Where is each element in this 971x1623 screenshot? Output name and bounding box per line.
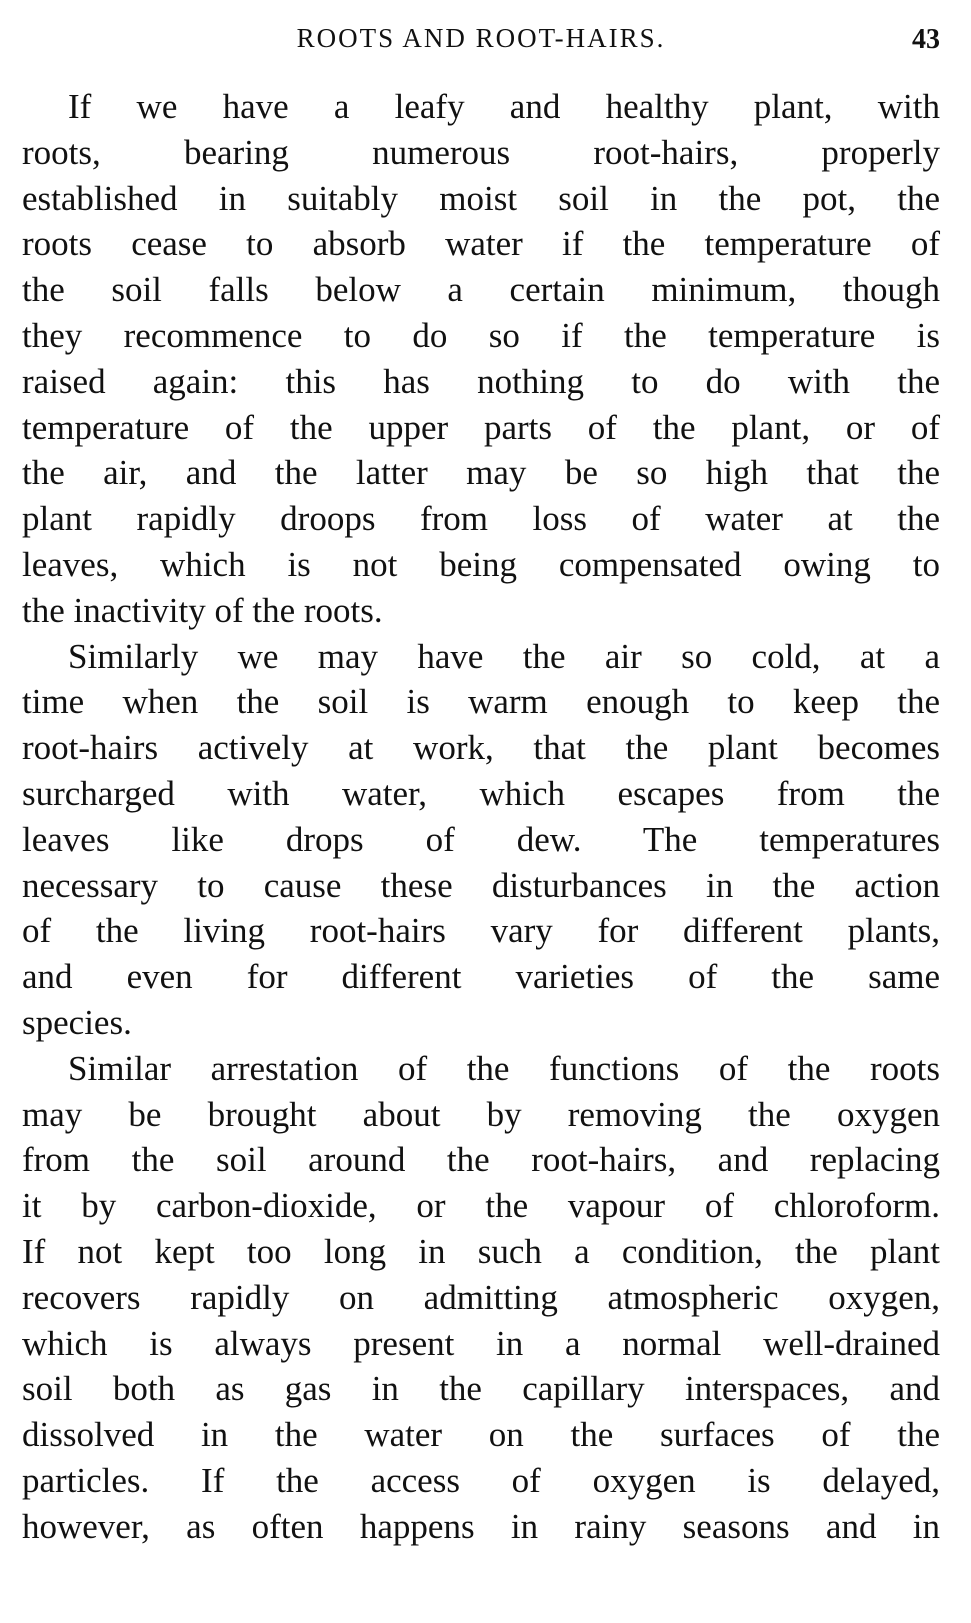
text-line: plant rapidly droops from loss of water at the [22,499,940,539]
text-line: from the soil around the root-hairs, and replacing [22,1140,940,1180]
text-line: however, as often happens in rainy seasons and in [22,1506,940,1546]
text-line: the inactivity of the roots. [22,590,383,630]
text-line: time when the soil is warm enough to keep the [22,682,940,722]
text-line: roots cease to absorb water if the temperature of [22,224,940,264]
text-line: it by carbon-dioxide, or the vapour of chloroform. [22,1186,940,1226]
text-line: soil both as gas in the capillary interspaces, and [22,1369,940,1409]
text-line: recovers rapidly on admitting atmospheric oxygen, [22,1277,940,1317]
running-head [22,18,940,58]
text-line: Similarly we may have the air so cold, at a [68,636,940,676]
text-line: necessary to cause these disturbances in the action [22,865,940,905]
body-text [22,84,940,1550]
page-number: 43 [912,24,940,55]
text-line: surcharged with water, which escapes from the [22,773,940,813]
text-line: established in suitably moist soil in the pot, the [22,178,940,218]
text-line: leaves like drops of dew. The temperatures [22,819,940,859]
text-line: the air, and the latter may be so high that the [22,453,940,493]
text-line: of the living root-hairs vary for different plants, [22,911,940,951]
text-line: dissolved in the water on the surfaces of the [22,1415,940,1455]
text-line: leaves, which is not being compensated owing to [22,544,940,584]
text-line: the soil falls below a certain minimum, though [22,270,940,310]
text-line: If not kept too long in such a condition, the plant [22,1231,940,1271]
text-line: may be brought about by removing the oxygen [22,1094,940,1134]
text-line: If we have a leafy and healthy plant, with [68,87,940,126]
text-line: they recommence to do so if the temperature is [22,315,940,355]
text-line: and even for different varieties of the same [22,957,940,997]
text-line: species. [22,1002,132,1042]
text-line: particles. If the access of oxygen is delayed, [22,1460,940,1500]
text-line: roots, bearing numerous root-hairs, properly [22,132,940,172]
text-line: which is always present in a normal well-drained [22,1323,940,1363]
running-title: ROOTS AND ROOT-HAIRS. [296,23,666,53]
text-line: root-hairs actively at work, that the plant becomes [22,728,940,768]
text-line: Similar arrestation of the functions of the roots [68,1048,940,1088]
text-line: raised again: this has nothing to do with the [22,361,940,401]
text-line: temperature of the upper parts of the plant, or of [22,407,940,447]
